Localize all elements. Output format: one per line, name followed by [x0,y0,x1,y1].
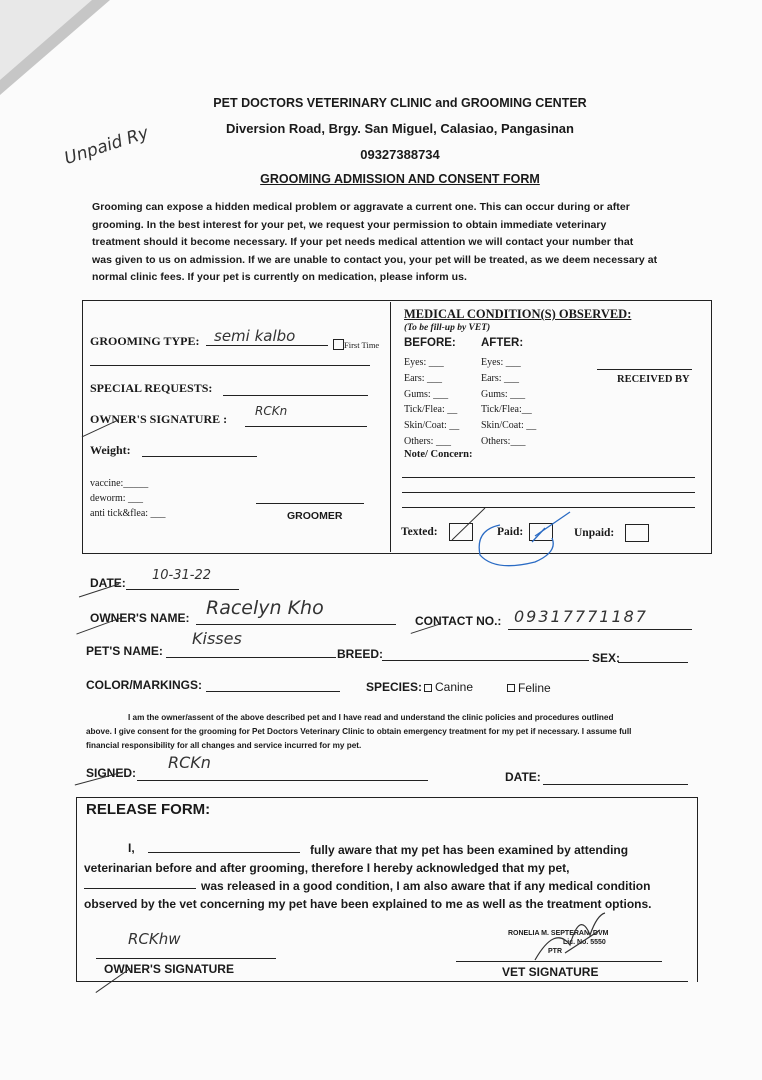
canine-label: Canine [435,680,474,694]
note-label: Note/ Concern: [404,449,473,460]
received-by-label: RECEIVED BY [617,374,690,385]
clinic-name: PET DOCTORS VETERINARY CLINIC and GROOMING CENTER [213,96,587,110]
anti-tick-label: anti tick&flea: ___ [90,508,166,519]
release-text: was released in a good condition, I am also aware that if any medical condition [201,879,651,893]
owner-signature-label: OWNER'S SIGNATURE : [90,412,228,426]
vet-stamp-line: PTR [548,948,562,955]
note-line[interactable] [402,492,695,493]
medical-title: MEDICAL CONDITION(S) OBSERVED: [404,307,632,321]
consent-line: financial responsibility for all changes and service incurred for my pet. [86,741,362,750]
release-pet-line[interactable] [84,888,196,889]
owner-signature-line[interactable] [245,426,367,427]
sex-line[interactable] [618,662,688,663]
before-item: Skin/Coat: __ [404,420,460,432]
release-text: observed by the vet concerning my pet have been explained to me as well as the treatment options. [84,897,652,911]
after-list [481,355,536,450]
date-line[interactable] [126,589,239,590]
clinic-phone: 09327388734 [360,147,440,162]
release-text: fully aware that my pet has been examined by attending [310,843,629,857]
special-requests-label: SPECIAL REQUESTS: [90,381,213,395]
owner-signature-value: RCKn [255,404,288,418]
feline-checkbox[interactable] [507,684,515,692]
pet-name-line[interactable] [166,657,336,658]
handwritten-note: Unpaid Ry [62,123,152,170]
consent-date-line[interactable] [543,784,688,785]
release-name-line[interactable] [148,852,300,853]
grooming-blank-line [90,365,370,366]
after-item: Ears: ___ [481,372,520,384]
owner-name-line[interactable] [196,624,396,625]
deworm-label: deworm: ___ [90,493,144,504]
form-title: GROOMING ADMISSION AND CONSENT FORM [260,172,540,186]
contact-label: CONTACT NO.: [415,614,502,628]
after-label: AFTER: [481,337,524,349]
pen-annotation [440,500,590,575]
before-item: Tick/Flea: __ [404,404,458,416]
pet-name-label: PET'S NAME: [86,644,163,658]
contact-value: 09317771187 [514,607,648,626]
before-label: BEFORE: [404,337,456,349]
weight-label: Weight: [90,443,131,457]
before-item: Ears: ___ [404,372,443,384]
special-requests-line[interactable] [223,395,368,396]
date-label: DATE: [90,576,126,590]
breed-line[interactable] [382,660,589,661]
release-box-bottom [76,981,688,982]
note-line[interactable] [402,477,695,478]
signed-label: SIGNED: [86,766,137,780]
canine-checkbox[interactable] [424,684,432,692]
before-item: Gums: ___ [404,388,449,400]
after-item: Eyes: ___ [481,357,521,368]
vet-signature-label: VET SIGNATURE [502,965,599,979]
groomer-line[interactable] [256,503,364,504]
grooming-type-value[interactable]: semi kalbo [214,327,296,345]
after-item: Tick/Flea:__ [481,404,532,416]
unpaid-checkbox[interactable] [625,524,649,542]
before-item: Others: ___ [404,435,451,447]
weight-line[interactable] [142,456,257,457]
release-owner-signature-label: OWNER'S SIGNATURE [104,962,234,976]
owner-name-value: Racelyn Kho [206,597,324,619]
intro-line: treatment should it become necessary. If your pet needs medical attention we will contact your number that [92,236,634,248]
pet-name-value: Kisses [192,629,242,648]
received-by-line[interactable] [597,369,692,370]
before-list [404,355,459,450]
consent-date-label: DATE: [505,770,541,784]
vet-stamp-line: Lic. No. 5550 [563,939,606,946]
release-text: veterinarian before and after grooming, therefore I hereby acknowledged that my pet, [84,861,570,875]
grooming-type-label: GROOMING TYPE: [90,334,200,348]
sex-label: SEX: [592,651,621,665]
vet-stamp-line: RONELIA M. SEPTERAN, DVM [508,930,609,937]
intro-line: was given to us on admission. If we are unable to contact you, your pet will be treated, as we deem necessary at [92,253,658,266]
vaccine-label: vaccine:_____ [90,478,149,489]
paid-label: Paid: [497,526,524,538]
release-title: RELEASE FORM: [86,801,211,818]
after-item: Gums: ___ [481,388,526,400]
owner-name-label: OWNER'S NAME: [90,611,190,625]
grooming-type-line [206,345,328,346]
texted-label: Texted: [401,526,438,538]
date-value: 10-31-22 [152,568,212,583]
after-item: Others:___ [481,435,526,447]
breed-label: BREED: [337,647,384,661]
before-item: Eyes: ___ [404,357,444,368]
release-owner-signature-line[interactable] [96,958,276,959]
after-item: Skin/Coat: __ [481,420,537,432]
species-label: SPECIES: [366,680,423,694]
intro-paragraph [92,199,702,287]
color-line[interactable] [206,691,340,692]
intro-line: normal clinic fees. If your pet is currently on medication, please inform us. [92,271,467,283]
medical-subtitle: (To be fill-up by VET) [404,323,491,333]
first-time-label: First Time [344,340,380,350]
release-owner-signature-value: RCKhw [128,930,181,948]
unpaid-label: Unpaid: [574,527,615,539]
signed-value: RCKn [168,753,211,772]
box-divider [390,302,391,552]
contact-line[interactable] [508,629,692,630]
groomer-label: GROOMER [287,510,343,522]
consent-line: I am the owner/assent of the above described pet and I have read and understand the clinic policies and procedures outlined [128,713,614,722]
signed-line[interactable] [137,780,428,781]
intro-line: Grooming can expose a hidden medical problem or aggravate a current one. This can occur during or after [92,201,630,213]
clinic-address: Diversion Road, Brgy. San Miguel, Calasiao, Pangasinan [226,121,574,136]
color-label: COLOR/MARKINGS: [86,678,202,692]
first-time-checkbox[interactable] [333,339,344,350]
vet-signature-line[interactable] [456,961,662,962]
feline-label: Feline [518,681,551,695]
release-i-label: I, [128,841,135,855]
page-fold [0,0,92,80]
intro-line: grooming. In the best interest for your pet, we request your permission to obtain immediate veterinary [92,218,607,231]
consent-line: above. I give consent for the grooming for Pet Doctors Veterinary Clinic to obtain emergency treatment for my pet if necessary. I assume full [86,727,632,736]
